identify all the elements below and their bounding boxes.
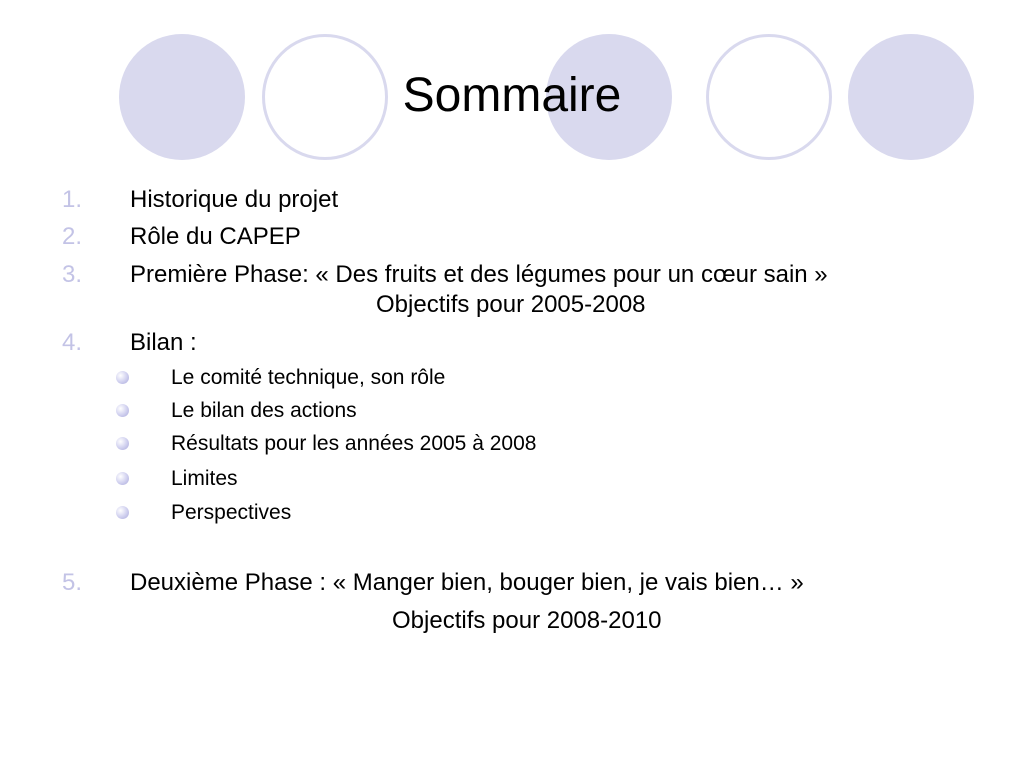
item-number: 2. xyxy=(62,223,83,250)
bilan-bullet: Perspectives xyxy=(171,501,292,524)
agenda-item-premiere-phase: Première Phase: « Des fruits et des légumes pour un cœur sain » xyxy=(130,261,828,288)
premiere-phase-objectives: Objectifs pour 2005-2008 xyxy=(376,291,646,318)
deuxieme-phase-objectives: Objectifs pour 2008-2010 xyxy=(392,607,662,634)
item-number: 4. xyxy=(62,329,83,356)
bullet-icon xyxy=(116,506,129,519)
bullet-icon xyxy=(116,371,129,384)
bullet-icon xyxy=(116,404,129,417)
item-number: 1. xyxy=(62,186,83,213)
agenda-item-role: Rôle du CAPEP xyxy=(130,223,301,250)
agenda-item-bilan: Bilan : xyxy=(130,329,197,356)
item-number: 3. xyxy=(62,261,83,288)
bullet-icon xyxy=(116,437,129,450)
bilan-bullet: Le comité technique, son rôle xyxy=(171,366,446,389)
item-number: 5. xyxy=(62,569,83,596)
bilan-bullet: Limites xyxy=(171,467,238,490)
bilan-bullet: Résultats pour les années 2005 à 2008 xyxy=(171,432,537,455)
agenda-item-deuxieme-phase: Deuxième Phase : « Manger bien, bouger bien, je vais bien… » xyxy=(130,569,804,596)
bullet-icon xyxy=(116,472,129,485)
agenda-item-historique: Historique du projet xyxy=(130,186,339,213)
bilan-bullet: Le bilan des actions xyxy=(171,399,357,422)
slide-title: Sommaire xyxy=(402,69,622,122)
